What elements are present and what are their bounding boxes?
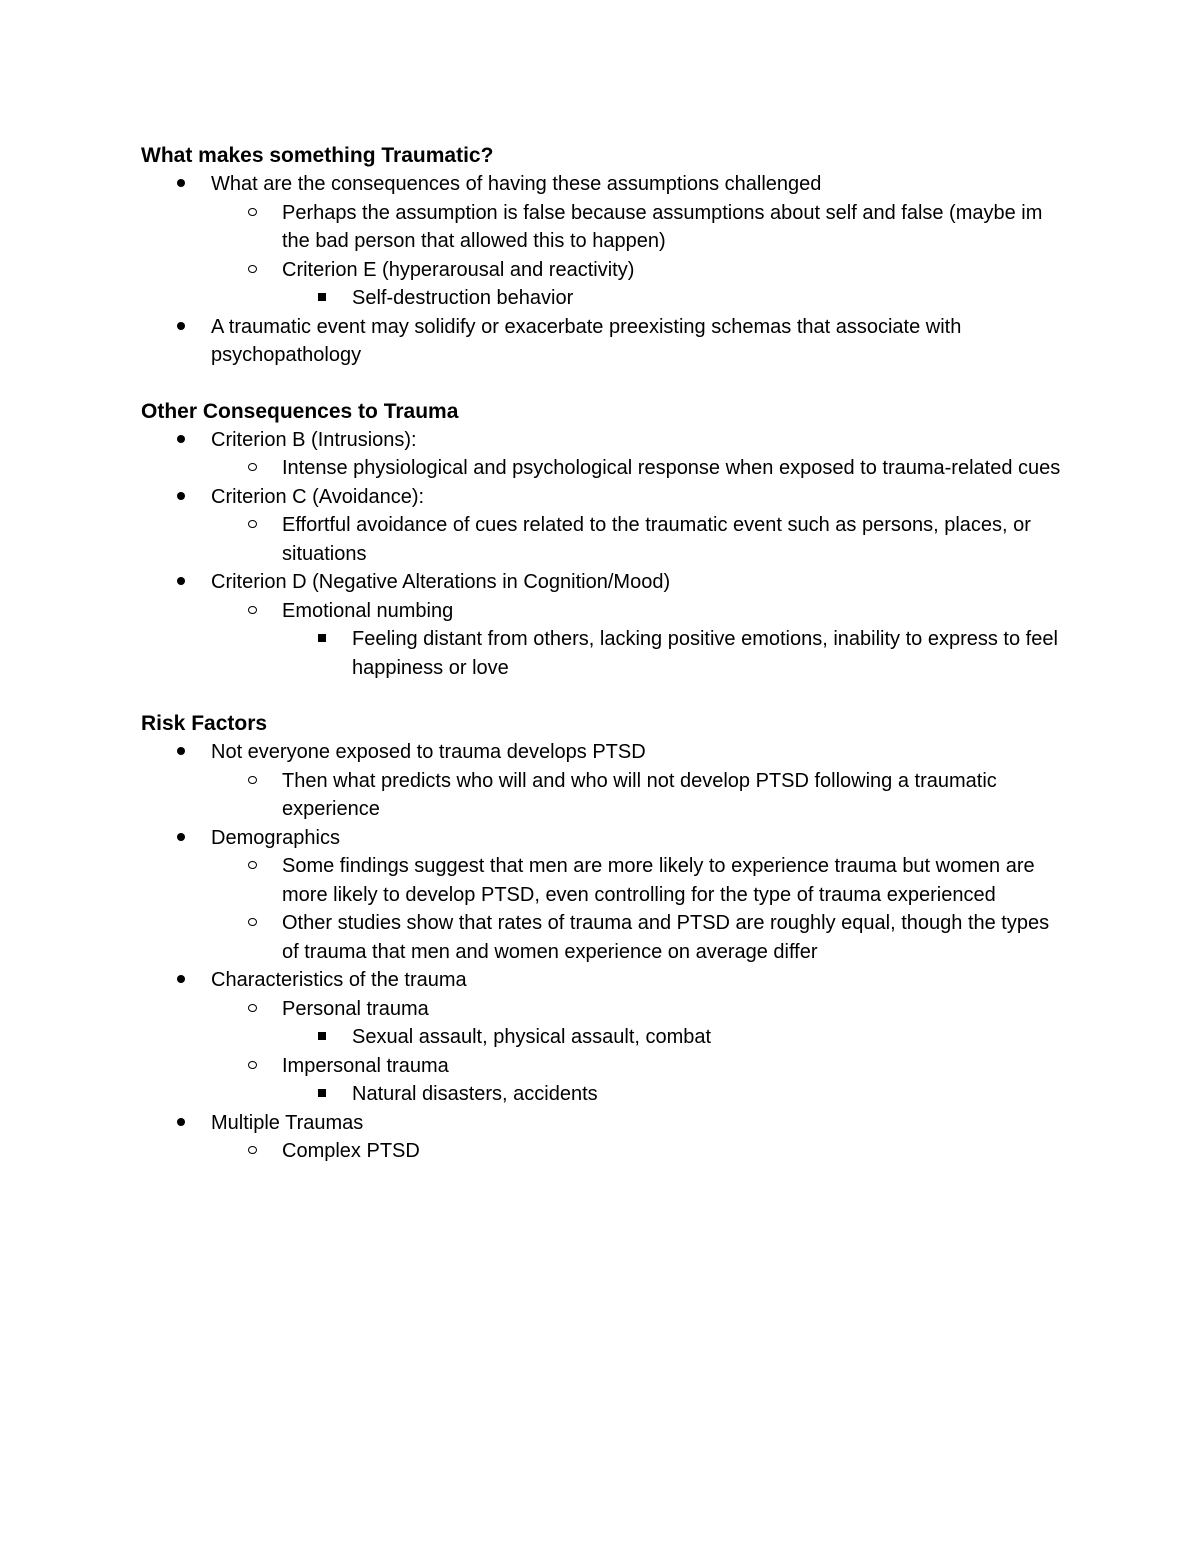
list-item-text: Perhaps the assumption is false because assumptions about self and false (maybe im the bad person that allowed this to happen) [282,201,1043,252]
list-item [141,995,1071,1024]
list-item [141,170,1071,199]
bullet-ring-icon [242,852,262,881]
list-item [141,738,1071,767]
list-item [141,1052,1071,1081]
list-item-text: Not everyone exposed to trauma develops PTSD [211,741,646,763]
list-item-text: Demographics [211,826,340,849]
section-what-makes-traumatic [141,142,1071,370]
list-item-text: Natural disasters, accidents [352,1083,598,1105]
list-item [141,767,1071,824]
list-item-text: Sexual assault, physical assault, combat [352,1026,712,1048]
list-item [141,511,1071,568]
list-item [141,256,1071,285]
section-risk-factors [141,710,1071,1166]
bullet-dot-icon [171,483,191,512]
list-item-text: Criterion B (Intrusions): [211,428,417,451]
list-item [141,1080,1071,1109]
section-other-consequences [141,398,1071,683]
list-item [141,426,1071,455]
list-item-text: Multiple Traumas [211,1111,364,1134]
list-item-text: What are the consequences of having these assumptions challenged [211,173,822,195]
list-item [141,909,1071,966]
list-item [141,1023,1071,1052]
list-item [141,824,1071,853]
list-item-text: Complex PTSD [282,1140,420,1162]
bullet-square-icon [312,284,332,313]
bullet-ring-icon [242,454,262,483]
bullet-ring-icon [242,767,262,796]
list-item-text: Self-destruction behavior [352,287,574,309]
bullet-dot-icon [171,738,191,767]
list-item [141,568,1071,597]
list-item-text: Other studies show that rates of trauma and PTSD are roughly equal, though the types of trauma that men and women experience on average differ [282,912,1050,963]
list-item [141,284,1071,313]
list-item-text: Some findings suggest that men are more likely to experience trauma but women are more likely to develop PTSD, even controlling for the type of trauma experienced [282,855,1035,906]
list-item-text: Criterion D (Negative Alterations in Cognition/Mood) [211,571,671,593]
list-item [141,313,1071,370]
bullet-ring-icon [242,597,262,626]
bullet-ring-icon [242,1137,262,1166]
bullet-list [141,170,1071,370]
bullet-list [141,738,1071,1166]
bullet-dot-icon [171,966,191,995]
list-item-text: Emotional numbing [282,599,454,622]
bullet-dot-icon [171,426,191,455]
list-item [141,454,1071,483]
list-item-text: Feeling distant from others, lacking positive emotions, inability to express to feel happiness or love [352,628,1058,679]
list-item [141,625,1071,682]
bullet-square-icon [312,1023,332,1052]
list-item-text: Criterion E (hyperarousal and reactivity) [282,258,635,281]
list-item-text: Characteristics of the trauma [211,969,467,991]
bullet-ring-icon [242,256,262,285]
document-body [141,142,1071,1166]
list-item [141,1109,1071,1138]
section-heading: Risk Factors [141,712,268,735]
bullet-square-icon [312,1080,332,1109]
list-item-text: A traumatic event may solidify or exacerbate preexisting schemas that associate with psychopathology [211,315,962,366]
section-heading: What makes something Traumatic? [141,144,494,167]
bullet-ring-icon [242,199,262,228]
list-item [141,1137,1071,1166]
list-item-text: Effortful avoidance of cues related to the traumatic event such as persons, places, or situations [282,514,1031,565]
list-item [141,199,1071,256]
bullet-list [141,426,1071,683]
list-item-text: Impersonal trauma [282,1054,449,1077]
bullet-square-icon [312,625,332,654]
section-heading: Other Consequences to Trauma [141,399,459,423]
bullet-ring-icon [242,511,262,540]
list-item [141,966,1071,995]
bullet-ring-icon [242,909,262,938]
list-item [141,597,1071,626]
bullet-dot-icon [171,1109,191,1138]
list-item [141,483,1071,512]
list-item-text: Then what predicts who will and who will not develop PTSD following a traumatic experience [282,769,997,820]
list-item-text: Criterion C (Avoidance): [211,485,425,508]
bullet-ring-icon [242,995,262,1024]
bullet-dot-icon [171,313,191,342]
list-item [141,852,1071,909]
bullet-dot-icon [171,568,191,597]
list-item-text: Intense physiological and psychological response when exposed to trauma-related cues [282,457,1061,479]
bullet-dot-icon [171,170,191,199]
bullet-ring-icon [242,1052,262,1081]
list-item-text: Personal trauma [282,997,429,1020]
bullet-dot-icon [171,824,191,853]
